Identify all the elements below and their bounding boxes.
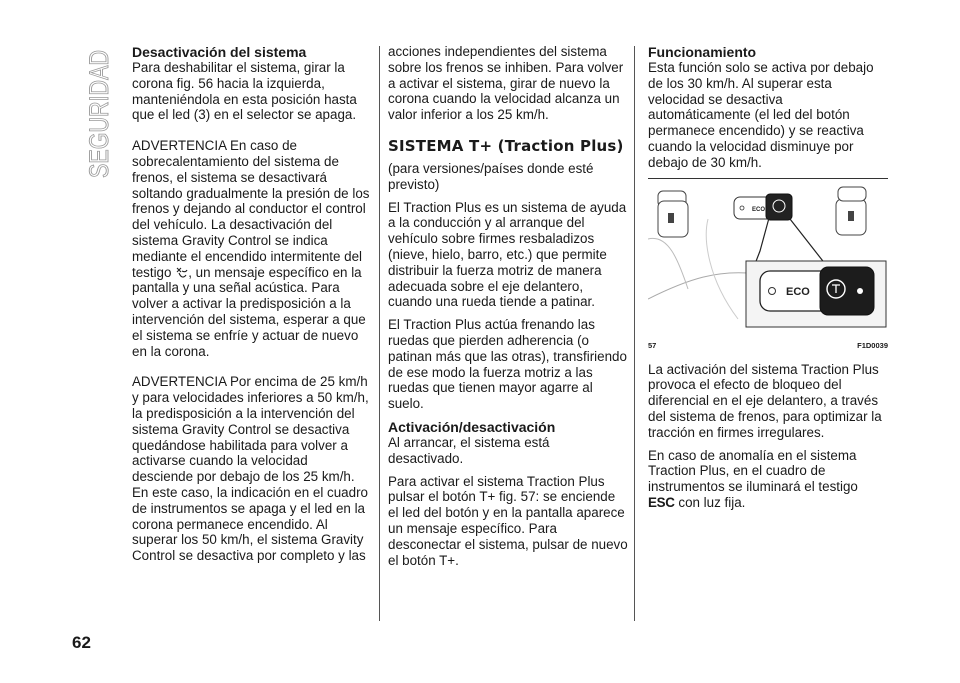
subheading-activacion: Activación/desactivación (388, 418, 556, 435)
section-title-traction-plus: SISTEMA T+ (Traction Plus) (388, 136, 624, 155)
column-divider (634, 46, 635, 621)
warning-paragraph: ADVERTENCIA Por encima de 25 km/h y para velocidades inferiores a 50 km/h, la predisposición a la intervención del sistema Gravity Control se desactiva quedándose habilitada para volver a activarse cuando la velocidad desciende por debajo de los 25 km/h. En este caso, la indicación en el cuadro de instrumentos se apaga y el led en la corona permanece encendido. Al superar los 50 km/h, el sistema Gravity Control se desactiva por completo y las (132, 374, 369, 564)
eco-label-large: ECO (786, 285, 810, 298)
paragraph-text: con luz fija. (678, 494, 746, 510)
traction-plus-button-large (820, 267, 874, 315)
paragraph: El Traction Plus es un sistema de ayuda a la conducción y al arranque del vehículo sobre firmes resbaladizos (nieve, hielo, barro, etc.) que permite distribuir la fuerza motriz de manera adecuada sobre el eje delantero, cuando una rueda tiende a patinar. (388, 199, 627, 310)
column-1 (132, 44, 372, 579)
column-3 (648, 44, 888, 518)
eco-label-small: ECO (752, 206, 766, 213)
paragraph: acciones independientes del sistema sobre los frenos se inhiben. Para volver a activar el sistema, girar de nuevo la corona cuando la velocidad alcanza un valor inferior a los 25 km/h. (388, 44, 624, 123)
figure-number: 57 (648, 340, 657, 350)
paragraph (648, 448, 888, 511)
column-2 (388, 44, 628, 583)
traction-button-small (766, 194, 792, 220)
column-divider (379, 46, 380, 621)
esc-warning-light-icon: ESC (648, 494, 675, 510)
paragraph: Para deshabilitar el sistema, girar la corona fig. 56 hacia la izquierda, manteniéndola en esta posición hasta que el led (3) en el selector se apaga. (132, 60, 357, 123)
paragraph: El Traction Plus actúa frenando las ruedas que pierden adherencia (o patinan más que las otras), transfiriendo de ese modo la fuerza motriz a las ruedas que tienen mayor agarre al suelo. (388, 317, 627, 412)
side-title-text: SEGURIDAD (84, 17, 114, 178)
figure-caption (648, 341, 888, 350)
paragraph: Para activar el sistema Traction Plus pulsar el botón T+ fig. 57: se enciende el led del botón y en la pantalla aparece un mensaje específico. Para desconectar el sistema, pulsar de nuevo el botón T+. (388, 473, 628, 568)
warning-paragraph (132, 138, 372, 359)
paragraph: La activación del sistema Traction Plus provoca el efecto de bloqueo del diferencial en el eje delantero, a través del sistema de frenos, para optimizar la tracción en firmes irregulares. (648, 361, 882, 440)
dashboard-buttons-illustration (648, 179, 888, 334)
heading-funcionamiento: Funcionamiento (648, 44, 757, 60)
figure-57 (648, 178, 888, 350)
section-side-title (82, 17, 116, 180)
heading-desactivacion: Desactivación del sistema (132, 44, 307, 60)
paragraph: Esta función solo se activa por debajo de los 30 km/h. Al superar esta velocidad se desactiva automáticamente (el led del botón permanece encendido) y se reactiva cuando la velocidad disminuye por debajo de 30 km/h. (648, 60, 874, 170)
paragraph-text: ADVERTENCIA En caso de sobrecalentamiento del sistema de frenos, el sistema se desactivará soltando gradualmente la presión de los frenos y dejando al conductor el control del vehículo. La desactivación del sistema Gravity Control se indica mediante el encendido intermitente del testigo (132, 138, 370, 280)
figure-code: F1D0039 (857, 340, 888, 350)
paragraph: Al arrancar, el sistema está desactivado. (388, 434, 550, 466)
paragraph-text: , un mensaje específico en la pantalla y una señal acústica. Para volver a activar la predisposición a la intervención del sistema, esperar a que el sistema se enfríe y actuar de nuevo en la corona. (132, 264, 366, 359)
page-number: 62 (72, 633, 91, 652)
paragraph-text: En caso de anomalía en el sistema Traction Plus, en el cuadro de instrumentos se iluminará el testigo (648, 447, 858, 495)
paragraph: (para versiones/países donde esté previsto) (388, 160, 594, 192)
gravity-control-warning-icon (175, 266, 188, 279)
